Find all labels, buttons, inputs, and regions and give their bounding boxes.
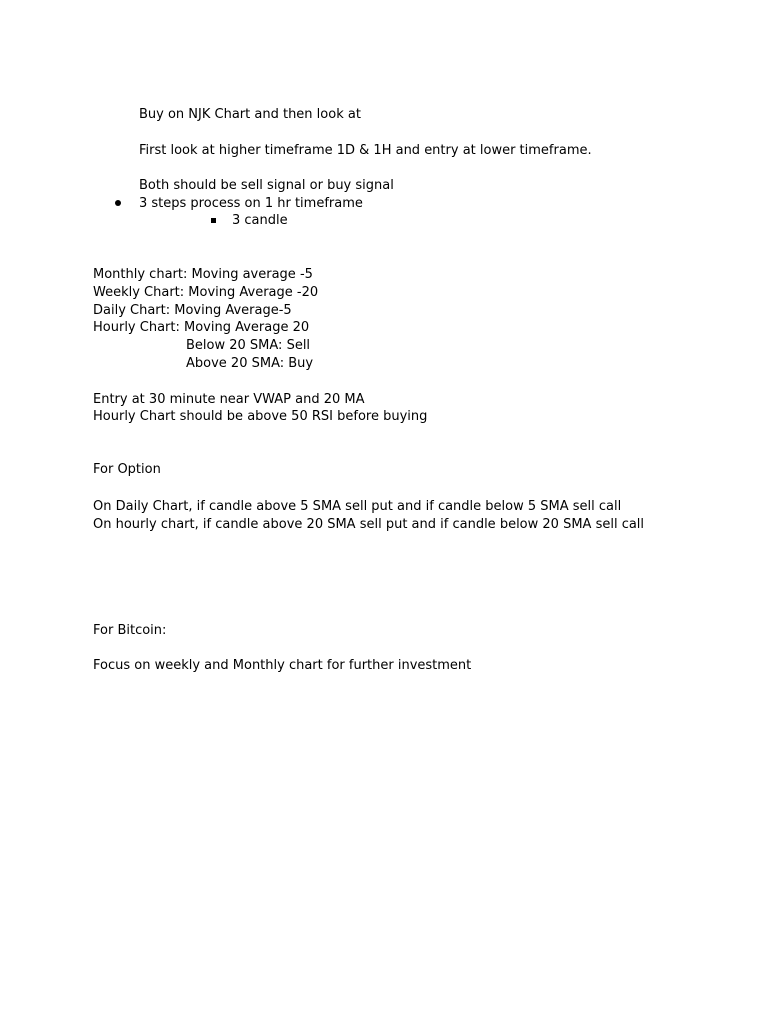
ma-above-buy-line: Above 20 SMA: Buy (186, 356, 314, 371)
bullet-dot-icon (115, 200, 121, 206)
intro-line-timeframe: First look at higher timeframe 1D & 1H and entry at lower timeframe. (139, 143, 592, 158)
entry-vwap-line: Entry at 30 minute near VWAP and 20 MA (93, 392, 365, 407)
ma-weekly-line: Weekly Chart: Moving Average -20 (93, 285, 319, 300)
option-heading: For Option (93, 462, 161, 477)
sub-bullet-item-candle: 3 candle (232, 213, 288, 228)
ma-monthly-line: Monthly chart: Moving average -5 (93, 267, 313, 282)
intro-line-signal: Both should be sell signal or buy signal (139, 178, 394, 193)
intro-line-njk: Buy on NJK Chart and then look at (139, 107, 361, 122)
ma-hourly-line: Hourly Chart: Moving Average 20 (93, 320, 310, 335)
option-daily-rule: On Daily Chart, if candle above 5 SMA sell put and if candle below 5 SMA sell call (93, 499, 622, 514)
bullet-item-steps: 3 steps process on 1 hr timeframe (139, 196, 363, 211)
bullet-square-icon (211, 218, 216, 223)
option-hourly-rule: On hourly chart, if candle above 20 SMA sell put and if candle below 20 SMA sell call (93, 517, 645, 532)
bitcoin-focus-line: Focus on weekly and Monthly chart for further investment (93, 658, 472, 673)
ma-daily-line: Daily Chart: Moving Average-5 (93, 303, 292, 318)
entry-rsi-line: Hourly Chart should be above 50 RSI before buying (93, 409, 428, 424)
ma-below-sell-line: Below 20 SMA: Sell (186, 338, 311, 353)
bitcoin-heading: For Bitcoin: (93, 623, 167, 638)
